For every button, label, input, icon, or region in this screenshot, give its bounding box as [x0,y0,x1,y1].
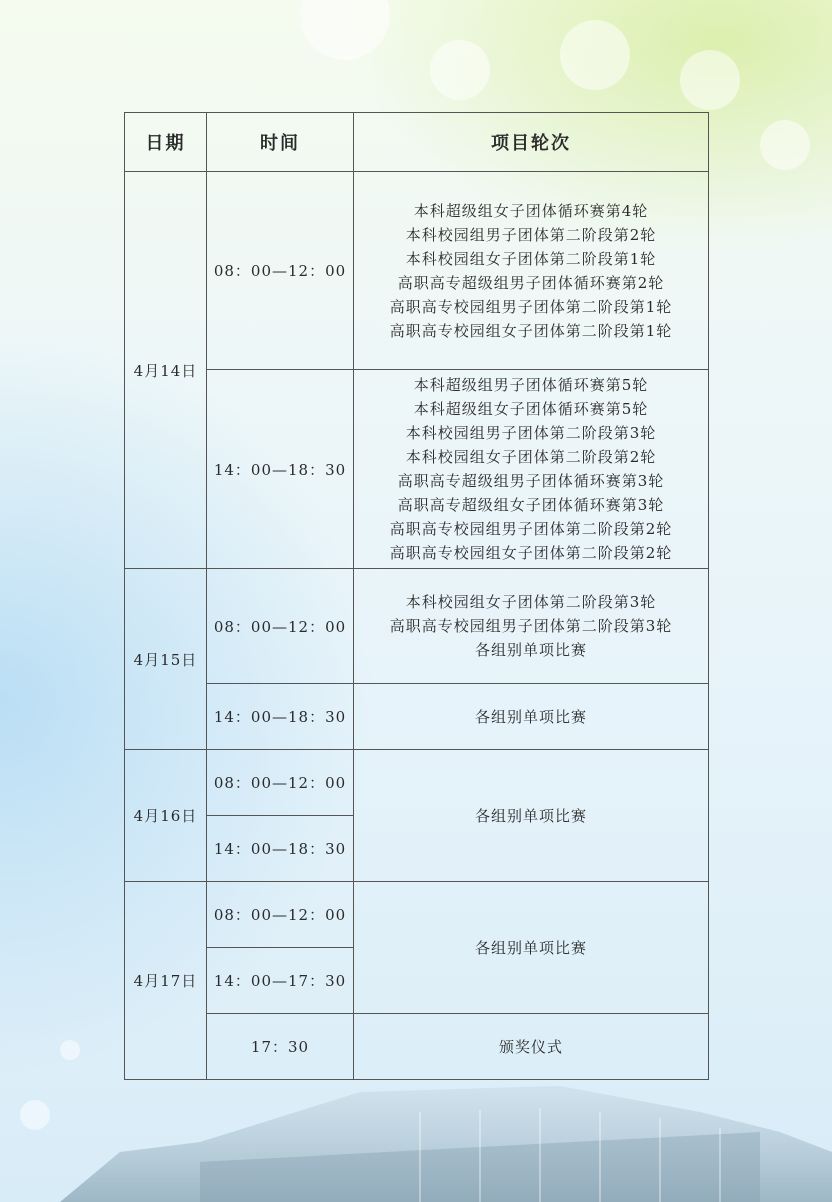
events-cell [354,569,709,684]
time-cell: 14：00—18：30 [207,370,354,569]
event-line: 高职高专校园组女子团体第二阶段第1轮 [389,321,673,340]
ceremony-cell: 颁奖仪式 [354,1014,709,1080]
event-line: 各组别单项比赛 [474,707,587,726]
event-line: 高职高专校园组男子团体第二阶段第3轮 [389,617,673,635]
table-row [125,882,709,948]
header-time: 时间 [207,113,354,172]
time-cell: 08：00—12：00 [207,172,354,370]
time-cell: 14：00—18：30 [207,816,354,882]
event-line: 高职高专校园组男子团体第二阶段第1轮 [389,297,673,316]
event-line: 高职高专超级组男子团体循环赛第3轮 [397,472,665,490]
table-row [125,1014,709,1080]
table-row [125,569,709,684]
event-line: 本科校园组女子团体第二阶段第1轮 [405,249,657,268]
table-row [125,750,709,816]
bokeh-decoration [60,1040,80,1060]
event-line: 本科校园组男子团体第二阶段第2轮 [405,225,657,244]
building-silhouette [0,1072,832,1202]
bokeh-decoration [760,120,810,170]
event-line: 本科校园组男子团体第二阶段第3轮 [405,424,657,442]
bokeh-decoration [680,50,740,110]
event-line: 本科校园组女子团体第二阶段第3轮 [405,593,657,611]
events-cell: 各组别单项比赛 [354,750,709,882]
header-row [125,113,709,172]
events-cell [354,172,709,370]
table-row [125,370,709,569]
event-line: 本科超级组女子团体循环赛第5轮 [413,400,649,418]
time-cell: 08：00—12：00 [207,882,354,948]
header-events: 项目轮次 [354,113,709,172]
events-cell: 各组别单项比赛 [354,882,709,1014]
event-line: 各组别单项比赛 [474,641,587,659]
event-line: 本科超级组男子团体循环赛第5轮 [413,376,649,394]
events-cell [354,370,709,569]
date-cell: 4月17日 [125,882,207,1080]
event-line: 本科超级组女子团体循环赛第4轮 [413,201,649,220]
date-cell: 4月15日 [125,569,207,750]
time-cell: 14：00—17：30 [207,948,354,1014]
table-row [125,684,709,750]
event-line: 高职高专校园组男子团体第二阶段第2轮 [389,520,673,538]
date-cell: 4月16日 [125,750,207,882]
event-line: 高职高专超级组女子团体循环赛第3轮 [397,496,665,514]
time-cell: 14：00—18：30 [207,684,354,750]
header-date: 日期 [125,113,207,172]
event-line: 高职高专超级组男子团体循环赛第2轮 [397,273,665,292]
bokeh-decoration [300,0,390,60]
event-line: 本科校园组女子团体第二阶段第2轮 [405,448,657,466]
bokeh-decoration [560,20,630,90]
date-cell: 4月14日 [125,172,207,569]
event-line: 高职高专校园组女子团体第二阶段第2轮 [389,544,673,562]
events-cell [354,684,709,750]
time-cell: 17：30 [207,1014,354,1080]
bokeh-decoration [430,40,490,100]
table-row [125,172,709,370]
time-cell: 08：00—12：00 [207,569,354,684]
schedule-table [124,112,709,1080]
time-cell: 08：00—12：00 [207,750,354,816]
